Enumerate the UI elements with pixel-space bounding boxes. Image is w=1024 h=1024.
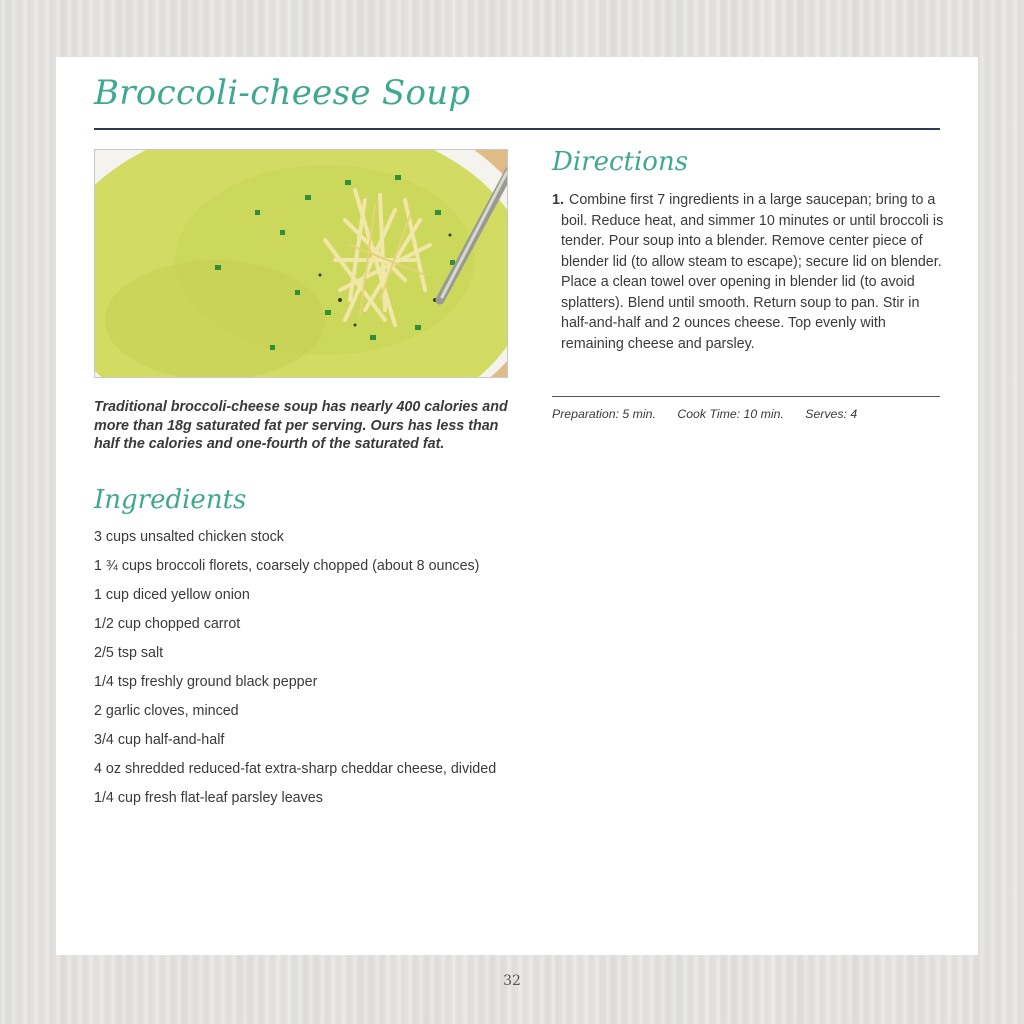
recipe-intro: Traditional broccoli-cheese soup has nearly 400 calories and more than 18g saturated fat per serving. Ours has less than half the calories and one-fourth of the saturated fat. (94, 399, 508, 452)
prep-time: Preparation: 5 min. (552, 407, 656, 421)
ingredient-item: 4 oz shredded reduced-fat extra-sharp cheddar cheese, divided (94, 761, 497, 777)
ingredient-item: 3 cups unsalted chicken stock (94, 529, 284, 545)
title-divider (94, 128, 940, 130)
cook-time: Cook Time: 10 min. (677, 407, 784, 421)
soup-photo (94, 149, 508, 378)
ingredient-item: 1/2 cup chopped carrot (94, 616, 241, 632)
directions-heading: Directions (552, 147, 689, 177)
ingredient-item: 2/5 tsp salt (94, 645, 164, 661)
recipe-page (56, 57, 978, 955)
page-number: 32 (503, 973, 521, 989)
ingredient-item: 1 ¾ cups broccoli florets, coarsely chopped (about 8 ounces) (94, 558, 480, 574)
ingredient-item: 1/4 tsp freshly ground black pepper (94, 674, 318, 690)
direction-step (552, 190, 944, 354)
step-number: 1. (552, 192, 564, 208)
ingredients-list (94, 528, 514, 818)
ingredient-item: 3/4 cup half-and-half (94, 732, 225, 748)
recipe-title: Broccoli-cheese Soup (94, 73, 471, 113)
ingredient-item: 2 garlic cloves, minced (94, 703, 239, 719)
ingredient-item: 1/4 cup fresh flat-leaf parsley leaves (94, 790, 323, 806)
servings: Serves: 4 (805, 407, 858, 421)
ingredients-heading: Ingredients (94, 485, 247, 515)
ingredient-item: 1 cup diced yellow onion (94, 587, 250, 603)
step-text: Combine first 7 ingredients in a large saucepan; bring to a boil. Reduce heat, and simmer 10 minutes or until broccoli is tender. Pour soup into a blender. Remove center piece of blender lid (to allow steam to escape); secure lid on blender. Place a clean towel over opening in blender lid (to avoid splatters). Blend until smooth. Return soup to pan. Stir in half-and-half and 2 ounces cheese. Top evenly with remaining cheese and parsley. (561, 192, 944, 352)
recipe-meta (552, 407, 875, 421)
directions-divider (552, 396, 940, 397)
